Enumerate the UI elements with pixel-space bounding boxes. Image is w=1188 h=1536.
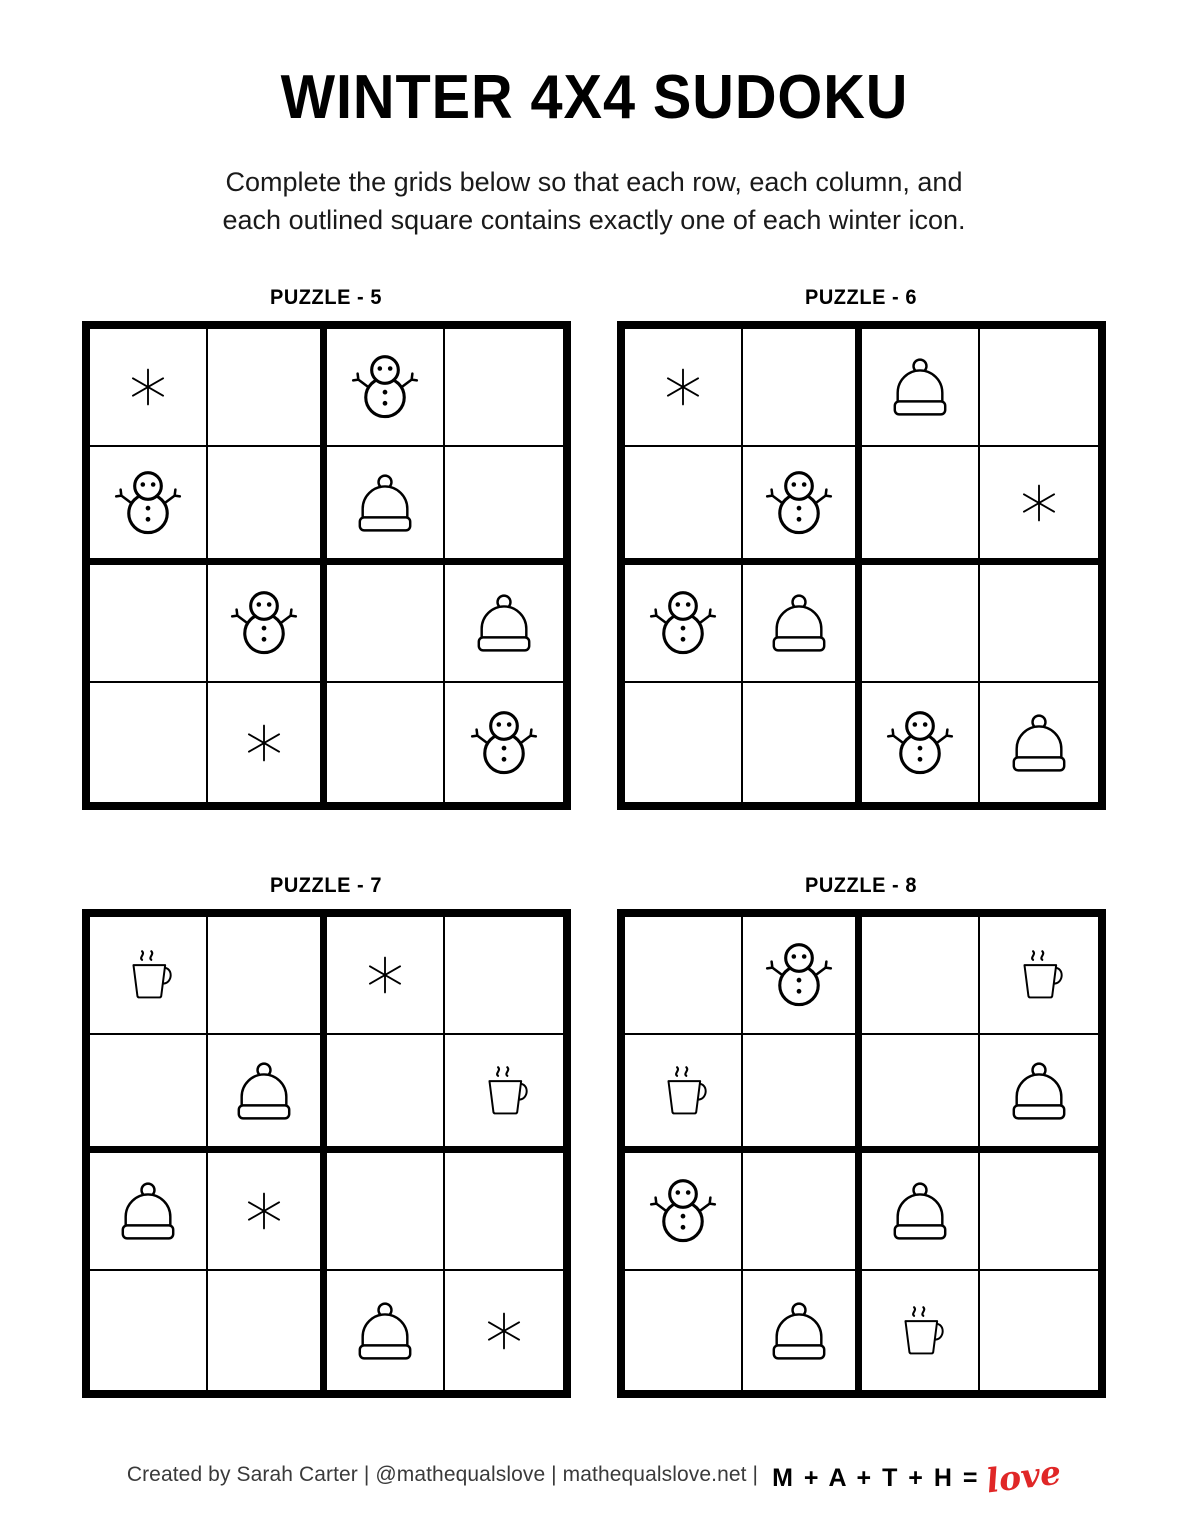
sudoku-cell-filled[interactable] (743, 447, 861, 565)
snowman-icon (111, 466, 185, 540)
sudoku-cell-filled[interactable] (90, 917, 208, 1035)
puzzle-label: PUZZLE - 8 (805, 873, 918, 897)
sudoku-cell-empty[interactable] (743, 329, 861, 447)
instructions (223, 163, 966, 240)
sudoku-cell-empty[interactable] (90, 1035, 208, 1153)
sudoku-cell-empty[interactable] (625, 447, 743, 565)
snowflake-icon (475, 1302, 533, 1360)
sudoku-cell-empty[interactable] (862, 1035, 980, 1153)
sudoku-cell-filled[interactable] (327, 329, 445, 447)
sudoku-cell-empty[interactable] (208, 917, 326, 1035)
sudoku-cell-filled[interactable] (980, 683, 1098, 801)
sudoku-cell-filled[interactable] (445, 683, 563, 801)
sudoku-cell-filled[interactable] (862, 683, 980, 801)
instructions-line-1: Complete the grids below so that each row, each column, and (225, 167, 963, 197)
winter-hat-icon (112, 1175, 184, 1247)
sudoku-cell-filled[interactable] (862, 1271, 980, 1389)
winter-hat-icon (763, 587, 835, 659)
sudoku-cell-filled[interactable] (208, 565, 326, 683)
sudoku-cell-empty[interactable] (445, 329, 563, 447)
winter-hat-icon (349, 1295, 421, 1367)
puzzle-label: PUZZLE - 7 (270, 873, 383, 897)
snowflake-icon (654, 358, 712, 416)
sudoku-cell-empty[interactable] (327, 1153, 445, 1271)
snowman-icon (467, 706, 541, 780)
sudoku-cell-empty[interactable] (445, 917, 563, 1035)
sudoku-cell-empty[interactable] (327, 1035, 445, 1153)
sudoku-grid (82, 321, 571, 810)
sudoku-cell-filled[interactable] (90, 329, 208, 447)
sudoku-cell-empty[interactable] (743, 683, 861, 801)
snowflake-icon (1010, 474, 1068, 532)
snowman-icon (646, 586, 720, 660)
snowflake-icon (235, 1182, 293, 1240)
sudoku-cell-filled[interactable] (625, 1153, 743, 1271)
sudoku-cell-filled[interactable] (862, 329, 980, 447)
sudoku-cell-filled[interactable] (862, 1153, 980, 1271)
puzzle-block-2 (614, 286, 1109, 810)
logo-love-word: love (984, 1452, 1064, 1501)
winter-hat-icon (763, 1295, 835, 1367)
sudoku-cell-filled[interactable] (208, 683, 326, 801)
sudoku-cell-empty[interactable] (90, 565, 208, 683)
sudoku-cell-empty[interactable] (208, 329, 326, 447)
sudoku-cell-filled[interactable] (90, 1153, 208, 1271)
sudoku-cell-empty[interactable] (980, 1153, 1098, 1271)
sudoku-cell-empty[interactable] (625, 1271, 743, 1389)
sudoku-grid (617, 321, 1106, 810)
sudoku-cell-filled[interactable] (980, 447, 1098, 565)
sudoku-cell-empty[interactable] (862, 565, 980, 683)
sudoku-cell-empty[interactable] (743, 1153, 861, 1271)
sudoku-cell-filled[interactable] (743, 1271, 861, 1389)
footer (0, 1452, 1188, 1501)
snowflake-icon (119, 358, 177, 416)
sudoku-cell-empty[interactable] (625, 917, 743, 1035)
footer-credit: Created by Sarah Carter | @mathequalslove | mathequalslove.net | (126, 1462, 759, 1486)
winter-hat-icon (884, 351, 956, 423)
puzzle-label: PUZZLE - 6 (805, 285, 918, 309)
snowman-icon (646, 1174, 720, 1248)
snowman-icon (883, 706, 957, 780)
sudoku-cell-empty[interactable] (445, 447, 563, 565)
sudoku-cell-filled[interactable] (208, 1035, 326, 1153)
snowflake-icon (356, 946, 414, 1004)
sudoku-cell-empty[interactable] (862, 917, 980, 1035)
winter-hat-icon (349, 467, 421, 539)
sudoku-cell-empty[interactable] (980, 329, 1098, 447)
winter-hat-icon (468, 587, 540, 659)
logo-equation: M + A + T + H = (772, 1464, 980, 1492)
hot-cocoa-mug-icon (650, 1058, 716, 1124)
puzzle-grid-container (79, 286, 1109, 1398)
winter-hat-icon (228, 1055, 300, 1127)
page-title: WINTER 4X4 SUDOKU (280, 63, 908, 132)
sudoku-cell-filled[interactable] (90, 447, 208, 565)
sudoku-cell-empty[interactable] (90, 1271, 208, 1389)
snowflake-icon (235, 714, 293, 772)
sudoku-cell-empty[interactable] (980, 565, 1098, 683)
snowman-icon (762, 938, 836, 1012)
sudoku-cell-filled[interactable] (445, 1271, 563, 1389)
winter-hat-icon (1003, 707, 1075, 779)
sudoku-cell-filled[interactable] (980, 1035, 1098, 1153)
sudoku-cell-empty[interactable] (625, 683, 743, 801)
sudoku-cell-empty[interactable] (208, 447, 326, 565)
sudoku-cell-filled[interactable] (445, 565, 563, 683)
sudoku-cell-empty[interactable] (208, 1271, 326, 1389)
puzzle-label: PUZZLE - 5 (270, 285, 383, 309)
puzzle-block-1 (79, 286, 574, 810)
snowman-icon (348, 350, 422, 424)
puzzle-block-4 (614, 874, 1109, 1398)
sudoku-cell-empty[interactable] (445, 1153, 563, 1271)
snowman-icon (227, 586, 301, 660)
sudoku-cell-empty[interactable] (327, 683, 445, 801)
sudoku-grid (82, 909, 571, 1398)
math-equals-love-logo (772, 1452, 1064, 1501)
sudoku-cell-filled[interactable] (327, 1271, 445, 1389)
sudoku-cell-empty[interactable] (862, 447, 980, 565)
puzzle-block-3 (79, 874, 574, 1398)
sudoku-grid (617, 909, 1106, 1398)
instructions-line-2: each outlined square contains exactly one of each winter icon. (222, 205, 966, 236)
sudoku-cell-filled[interactable] (327, 917, 445, 1035)
hot-cocoa-mug-icon (115, 942, 181, 1008)
hot-cocoa-mug-icon (471, 1058, 537, 1124)
hot-cocoa-mug-icon (1006, 942, 1072, 1008)
sudoku-cell-filled[interactable] (743, 917, 861, 1035)
sudoku-cell-filled[interactable] (625, 565, 743, 683)
sudoku-cell-filled[interactable] (743, 565, 861, 683)
sudoku-cell-filled[interactable] (208, 1153, 326, 1271)
snowman-icon (762, 466, 836, 540)
sudoku-cell-filled[interactable] (980, 917, 1098, 1035)
sudoku-cell-filled[interactable] (625, 329, 743, 447)
winter-hat-icon (884, 1175, 956, 1247)
winter-hat-icon (1003, 1055, 1075, 1127)
sudoku-cell-filled[interactable] (445, 1035, 563, 1153)
sudoku-cell-empty[interactable] (327, 565, 445, 683)
sudoku-cell-filled[interactable] (625, 1035, 743, 1153)
sudoku-cell-filled[interactable] (327, 447, 445, 565)
sudoku-cell-empty[interactable] (980, 1271, 1098, 1389)
sudoku-cell-empty[interactable] (743, 1035, 861, 1153)
hot-cocoa-mug-icon (887, 1298, 953, 1364)
sudoku-cell-empty[interactable] (90, 683, 208, 801)
